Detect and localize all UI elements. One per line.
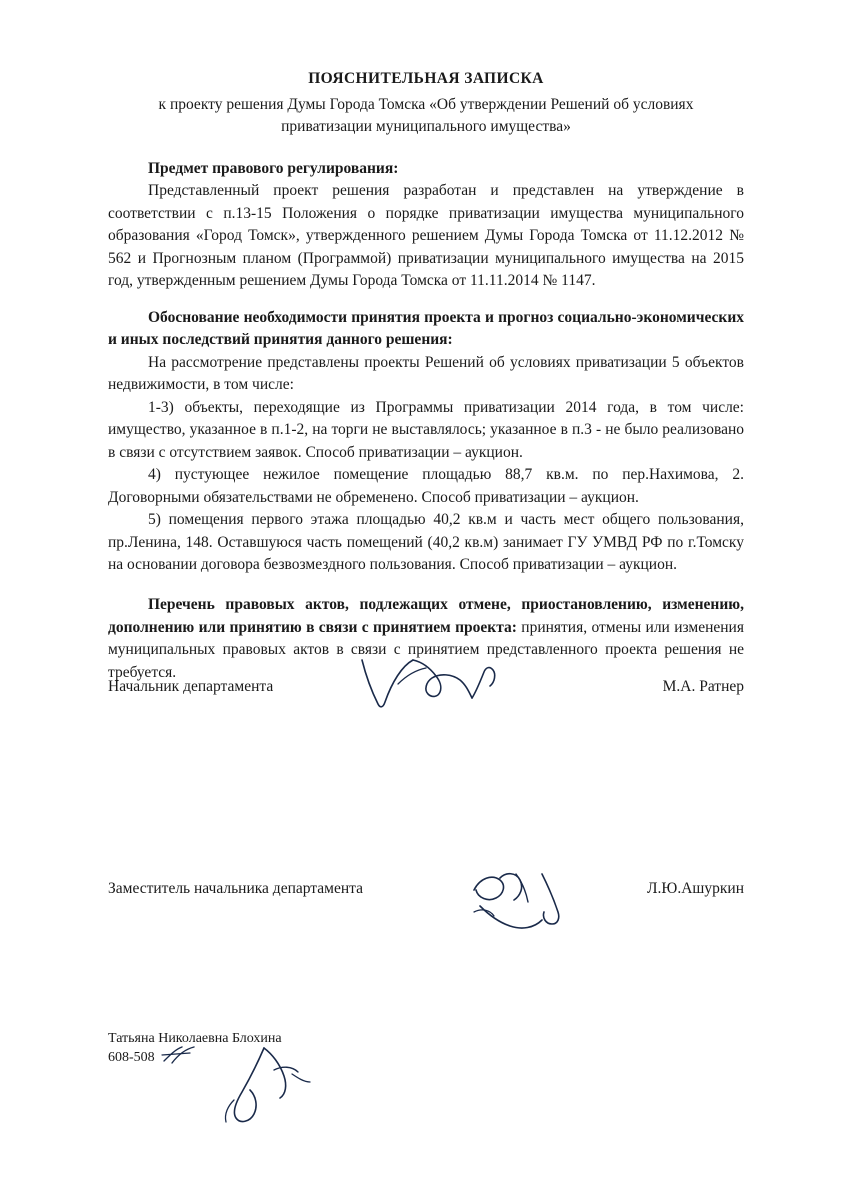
section-heading-justification [108,307,744,352]
signature-position-2: Заместитель начальника департамента [108,880,363,897]
document-subtitle: к проекту решения Думы Города Томска «Об утверждении Решений об условиях приватизации муниципального имущества» [158,96,694,135]
signature-block-2 [108,880,744,920]
section-legal-acts [108,594,744,684]
signature-row-1 [108,678,744,718]
section-legal-acts-heading: Перечень правовых актов, подлежащих отмене, приостановлению, изменению, дополнению или принятию в связи с принятием проекта: [108,596,744,636]
footer-phone: 608-508 [108,1049,155,1065]
document-body [108,70,744,897]
section-justification-paragraph-3: 4) пустующее нежилое помещение площадью 88,7 кв.м. по пер.Нахимова, 2. Договорными обязательствами не обременено. Способ приватизации – аукцион. [108,466,744,506]
section-justification-paragraph-2: 1-3) объекты, переходящие из Программы приватизации 2014 года, в том числе: имущество, указанное в п.1-2, на торги не выставлялось; указанное в п.3 - не было реализовано в связи с отсутствием заявок. Способ приватизации – аукцион. [108,398,744,461]
signature-block-1 [108,678,744,718]
section-legal-acts-text: принятия, отмены или изменения муниципальных правовых актов в связи с принятием представленного проекта решения не требуется. [108,618,744,681]
signature-name-1: М.А. Ратнер [662,678,744,695]
section-justification-paragraph-4: 5) помещения первого этажа площадью 40,2 кв.м и часть мест общего пользования, пр.Ленина, 148. Оставшуюся часть помещений (40,2 кв.м) занимает ГУ УМВД РФ по г.Томску на основании договора безвозмездного пользования. Способ приватизации – аукцион. [108,511,744,573]
footer-phone-line [108,1049,282,1068]
section-heading-justification-text: Обоснование необходимости принятия проекта и прогноз социально-экономических и иных последствий принятия данного решения: [108,308,744,349]
spacer [108,293,744,307]
section-justification-paragraph-1: На рассмотрение представлены проекты Решений об условиях приватизации 5 объектов недвижимости, в том числе: [108,353,744,394]
footer-contact-name: Татьяна Николаевна Блохина [108,1031,282,1046]
section-heading-subject [108,158,744,180]
section-subject-paragraph-1: Представленный проект решения разработан и представлен на утверждение в соответствии с п.13-15 Положения о порядке приватизации имущества муниципального образования «Город Томск», утвержденного решением Думы Города Томска от 11.12.2012 № 562 и Прогнозным планом (Программой) приватизации муниципального имущества на 2015 год, утвержденным решением Думы Города Томска от 11.11.2014 № 1147. [108,182,744,290]
page-title: ПОЯСНИТЕЛЬНАЯ ЗАПИСКА [308,70,544,87]
handwritten-signature-2 [466,868,596,940]
signature-name-2: Л.Ю.Ашуркин [647,880,744,897]
signature-row-2 [108,880,744,920]
spacer [108,576,744,594]
signature-position-1: Начальник департамента [108,678,274,695]
section-heading-subject-text: Предмет правового регулирования: [148,160,399,177]
footer-contact [108,1030,282,1068]
